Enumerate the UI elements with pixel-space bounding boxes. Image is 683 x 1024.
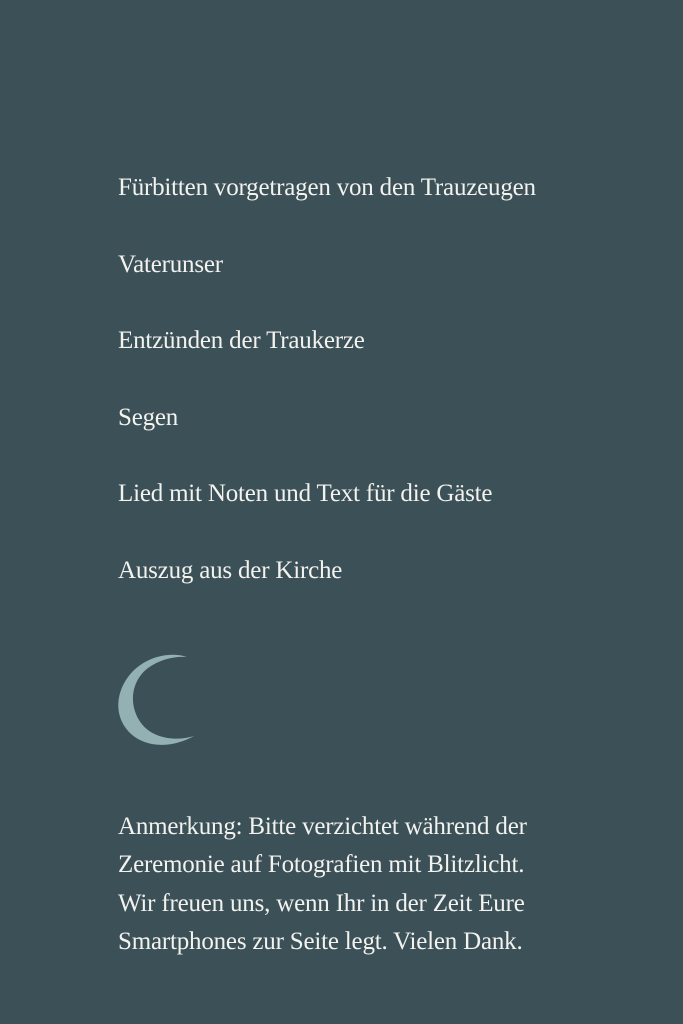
ceremony-program-list — [118, 172, 536, 631]
program-item-lied: Lied mit Noten und Text für die Gäste — [118, 480, 493, 507]
program-item-fuerbitten: Fürbitten vorgetragen von den Trauzeugen — [118, 174, 536, 201]
note-paragraph — [118, 808, 638, 961]
program-item-vaterunser: Vaterunser — [118, 250, 223, 278]
note-line-3: Wir freuen uns, wenn Ihr in der Zeit Eure — [118, 889, 525, 917]
program-item-segen: Segen — [118, 403, 179, 431]
program-item-auszug: Auszug aus der Kirche — [118, 556, 343, 584]
note-line-4: Smartphones zur Seite legt. Vielen Dank. — [118, 927, 523, 955]
program-item-traukerze: Entzünden der Traukerze — [118, 327, 365, 354]
note-line-2: Zeremonie auf Fotografien mit Blitzlicht. — [118, 851, 525, 879]
note-line-1: Anmerkung: Bitte verzichtet während der — [118, 813, 527, 840]
crescent-moon-icon — [114, 653, 204, 747]
